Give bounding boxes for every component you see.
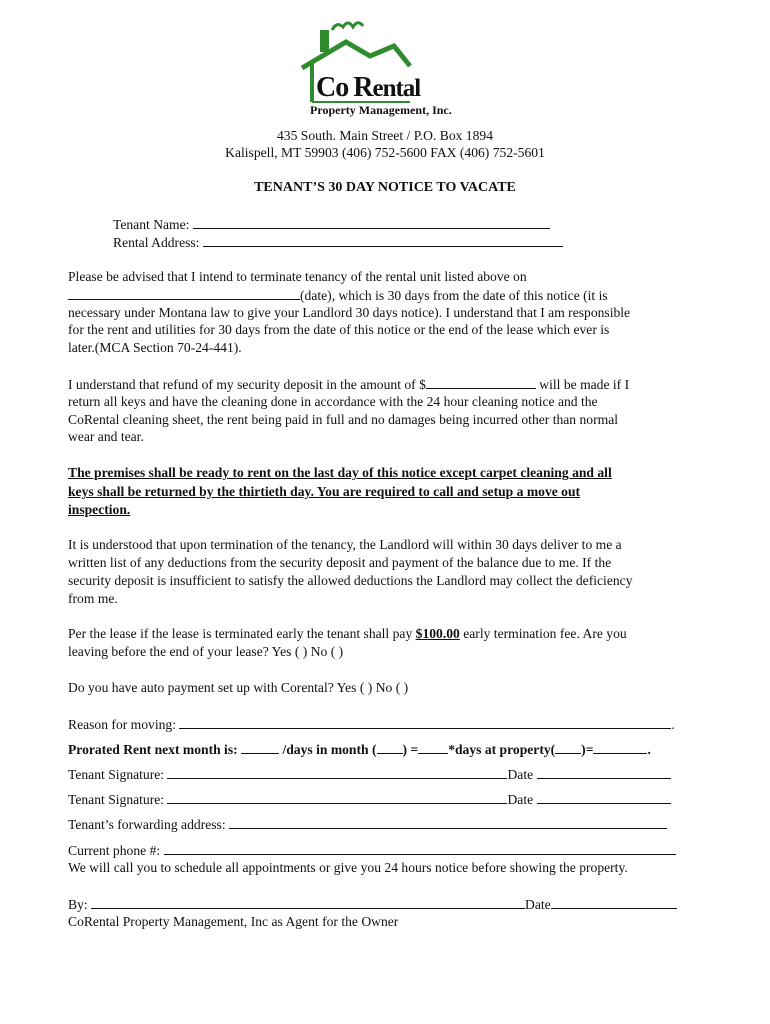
rental-address-field[interactable] — [113, 233, 563, 252]
notice-paragraph-text: (date), which is 30 days from the date of this notice (it is — [300, 288, 608, 303]
tenant-name-blank[interactable] — [193, 215, 550, 229]
move-out-requirement-line: keys shall be returned by the thirtieth day. You are required to call and setup a move out — [68, 484, 581, 499]
agent-signature-blank[interactable] — [91, 895, 525, 909]
by-label: By: — [68, 897, 88, 912]
early-termination-text: Per the lease if the lease is terminated early the tenant shall pay — [68, 626, 416, 641]
forwarding-address-label: Tenant’s forwarding address: — [68, 817, 226, 832]
deductions-paragraph-line: It is understood that upon termination of the tenancy, the Landlord will within 30 days deliver to me a — [68, 537, 622, 552]
deductions-paragraph-line: security deposit is insufficient to satisfy the allowed deductions the Landlord may collect the deficiency — [68, 573, 633, 588]
early-leave-question[interactable]: leaving before the end of your lease? Yes ( ) No ( ) — [68, 644, 344, 659]
schedule-note: We will call you to schedule all appointments or give you 24 hours notice before showing the property. — [68, 860, 628, 875]
days-in-month-blank[interactable] — [377, 740, 403, 754]
address-line-1: 435 South. Main Street / P.O. Box 1894 — [277, 128, 493, 143]
reason-blank[interactable] — [179, 715, 671, 729]
phone-field[interactable] — [68, 841, 676, 860]
phone-blank[interactable] — [164, 841, 676, 855]
signature-label: Tenant Signature: — [68, 767, 165, 782]
prorated-total-blank[interactable] — [593, 740, 647, 754]
prorated-text: . — [647, 742, 651, 757]
prorated-text: *days at property( — [448, 742, 556, 757]
date-label: Date — [525, 897, 551, 912]
agent-caption: CoRental Property Management, Inc as Agent for the Owner — [68, 914, 399, 929]
prorated-text: )= — [581, 742, 594, 757]
deposit-paragraph-line: return all keys and have the cleaning done in accordance with the 24 hour cleaning notice and the — [68, 394, 598, 409]
auto-pay-question[interactable]: Do you have auto payment set up with Corental? Yes ( ) No ( ) — [68, 680, 409, 695]
signature-blank[interactable] — [167, 765, 507, 779]
company-logo — [290, 16, 480, 122]
signature-date-blank[interactable] — [537, 790, 671, 804]
days-at-property-blank[interactable] — [555, 740, 581, 754]
prorated-text: Prorated Rent next month is: — [68, 742, 242, 757]
deductions-paragraph-line: from me. — [68, 591, 118, 606]
notice-paragraph-line: necessary under Montana law to give your Landlord 30 days notice). I understand that I am responsible — [68, 305, 631, 320]
reason-label: Reason for moving: — [68, 717, 176, 732]
prorated-amount-blank[interactable] — [241, 740, 279, 754]
early-termination-line — [68, 625, 627, 643]
forwarding-address-field[interactable] — [68, 815, 667, 834]
deposit-paragraph-line: wear and tear. — [68, 429, 144, 444]
agent-date-blank[interactable] — [551, 895, 677, 909]
page-title: TENANT’S 30 DAY NOTICE TO VACATE — [254, 180, 516, 195]
date-label: Date — [507, 767, 534, 782]
prorated-text: ) = — [402, 742, 419, 757]
date-field[interactable] — [68, 286, 608, 305]
date-label: Date — [507, 792, 534, 807]
notice-paragraph-line: Please be advised that I intend to terminate tenancy of the rental unit listed above on — [68, 269, 527, 284]
early-termination-text: early termination fee. Are you — [459, 626, 627, 641]
deposit-text: will be made if I — [535, 377, 630, 392]
daily-rate-blank[interactable] — [418, 740, 448, 754]
phone-label: Current phone #: — [68, 843, 161, 858]
tenant-name-label: Tenant Name: — [113, 217, 190, 232]
logo-subtitle: Property Management, Inc. — [310, 103, 452, 117]
logo-wordmark: Co Rental — [316, 72, 421, 103]
address-line-2: Kalispell, MT 59903 (406) 752-5600 FAX (406) 752-5601 — [225, 145, 545, 160]
agent-signature-field[interactable] — [68, 895, 677, 914]
reason-period: . — [671, 717, 675, 732]
notice-paragraph-line: later.(MCA Section 70-24-441). — [68, 340, 242, 355]
rental-address-blank[interactable] — [203, 233, 563, 247]
termination-fee: $100.00 — [415, 626, 460, 641]
tenant-signature-field[interactable] — [68, 765, 671, 784]
vacate-date-blank[interactable] — [68, 286, 300, 300]
deposit-amount-blank[interactable] — [426, 375, 536, 389]
move-out-requirement-line: The premises shall be ready to rent on the last day of this notice except carpet cleaning and all — [68, 465, 612, 480]
move-out-requirement-line: inspection. — [68, 502, 131, 517]
signature-blank[interactable] — [167, 790, 507, 804]
prorated-text: /days in month ( — [279, 742, 377, 757]
signature-label: Tenant Signature: — [68, 792, 165, 807]
prorated-rent-line[interactable] — [68, 740, 651, 759]
forwarding-address-blank[interactable] — [229, 815, 667, 829]
deposit-text: I understand that refund of my security deposit in the amount of $ — [68, 377, 426, 392]
rental-address-label: Rental Address: — [113, 235, 200, 250]
tenant-name-field[interactable] — [113, 215, 550, 234]
tenant-signature-field[interactable] — [68, 790, 671, 809]
deposit-paragraph-line: CoRental cleaning sheet, the rent being paid in full and no damages being incurred other than normal — [68, 412, 619, 427]
notice-paragraph-line: for the rent and utilities for 30 days from the date of this notice or the end of the lease which ever is — [68, 322, 610, 337]
deductions-paragraph-line: written list of any deductions from the security deposit and payment of the balance due to me. If the — [68, 555, 612, 570]
signature-date-blank[interactable] — [537, 765, 671, 779]
deposit-field[interactable] — [68, 375, 629, 394]
reason-field[interactable] — [68, 715, 675, 734]
